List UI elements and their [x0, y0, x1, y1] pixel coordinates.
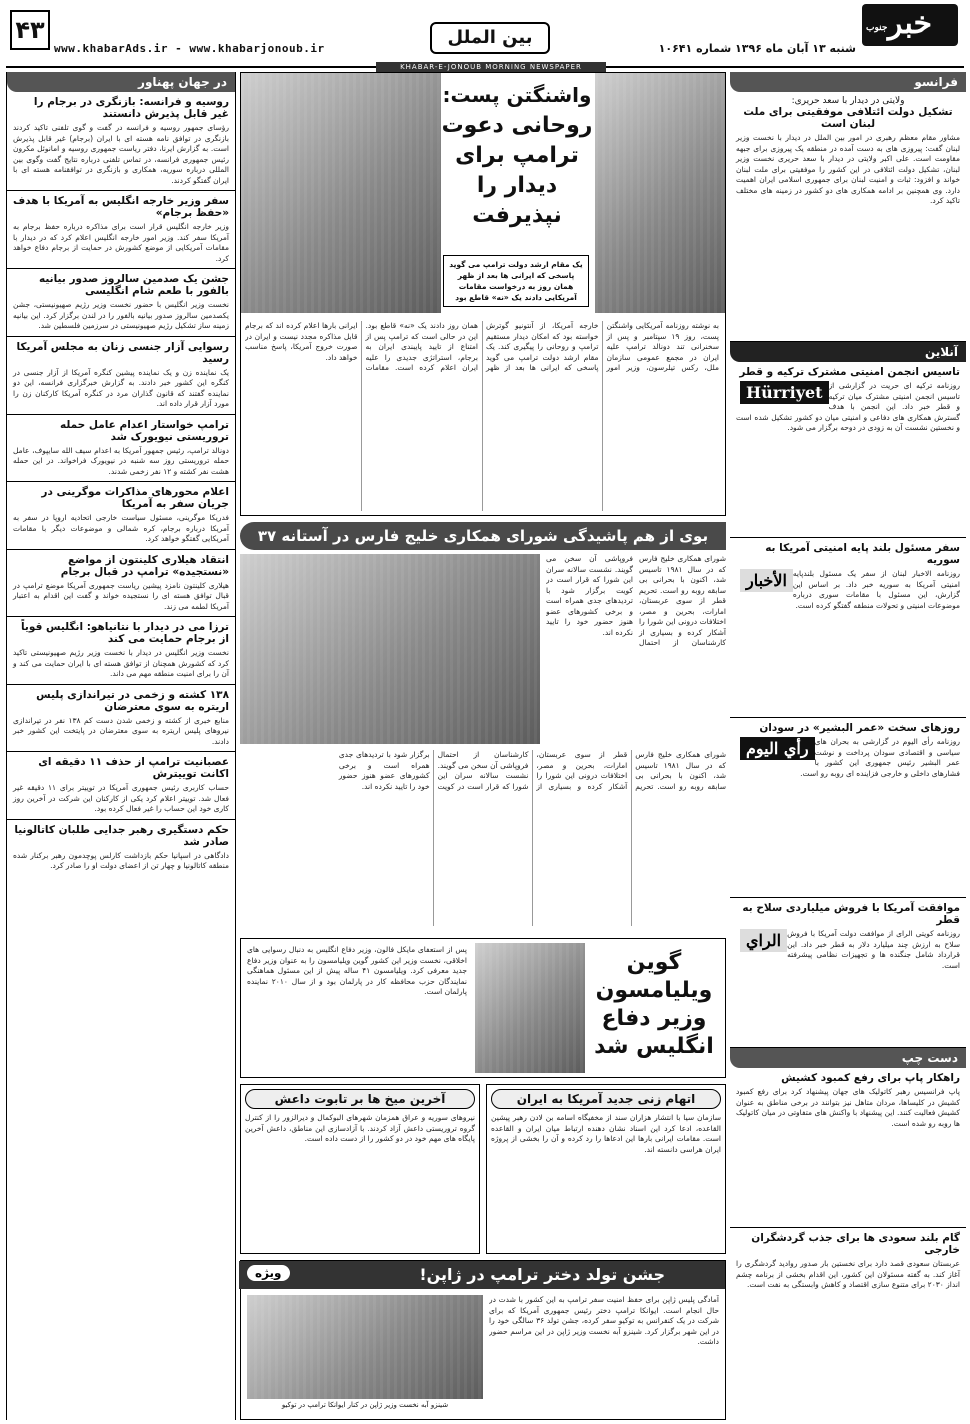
gulf-body-top: شورای همکاری خلیج فارس که در سال ۱۹۸۱ تاسیس شد، اکنون با بحرانی بی سابقه روبه رو است. تحریم قطر از سوی عربستان، امارات، بحرین و مصر، اختلافات درونی این شورا را آشکار کرده و بسیاری از کارشناسان از احتمال فروپاشی آن سخن می گویند. نشست سالانه سران این شورا که قرار است در کویت برگزار شود با تردیدهای جدی همراه است و برخی کشورهای عضو هنوز حضور خود را تایید نکرده اند.: [546, 554, 726, 647]
photo-rouhani-macron: [595, 73, 725, 313]
news-title: روسیه و فرانسه: بازنگری در برجام را غیر قابل پذیرش دانستند: [33, 96, 229, 120]
china-body: پاپ فرانسیس رهبر کاتولیک های جهان پیشنهاد کرد برای رفع کمبود کشیش در کلیساها، مردان متاهل نیز بتوانند در برخی مناطق به عنوان کشیش فعالیت کنند. این پیشنهاد با واکنش های متفاوتی در میان کاتولیک ها روبه رو شده است.: [736, 1087, 960, 1128]
news-item: [7, 685, 235, 753]
section-title: بین الملل: [430, 22, 550, 54]
news-body: دونالد ترامپ، رئیس جمهور آمریکا به اعدام سیف الله سایپوف، عامل حمله تروریستی روز سه شنبه در نیویورک فراخواند. در این حمله هشت نفر کشته و ۱۲ نفر زخمی شدند.: [13, 445, 229, 476]
logo-sub: جنوب: [866, 23, 888, 33]
news-body: فدریکا موگرینی، مسئول سیاست خارجی اتحادیه اروپا در سفر به آمریکا درباره برجام، کره شمالی و موضوعات دیگر با مقامات آمریکایی گفتگو خواهد کرد.: [13, 513, 229, 543]
france-body: مشاور مقام معظم رهبری در امور بین الملل در دیدار با نخست وزیر لبنان گفت: پیروزی های به دست آمده در منطقه یک پیروزی برای جبهه مقاومت است. علی اکبر ولایتی در دیدار با سعد حریری نخست وزیر لبنان، تشکیل دولت ائتلافی در این کشور را موفقیتی برای ملت لبنان خواند و افزود: ثبات و امنیت لبنان برای جمهوری اسلامی ایران اهمیت دارد. وی همچنین بر ادامه همکاری های دو کشور در زمینه های مختلف تاکید کرد.: [736, 133, 960, 205]
japan-headline: جشن تولد دختر ترامپ در ژاپن!: [239, 1261, 725, 1289]
gulf-body-bottom: شورای همکاری خلیج فارس که در سال ۱۹۸۱ تاسیس شد، اکنون با بحرانی بی سابقه روبه رو است. تحریم قطر از سوی عربستان، امارات، بحرین و مصر، اختلافات درونی این شورا را آشکار کرده و بسیاری از کارشناسان از احتمال فروپاشی آن سخن می گویند. نشست سالانه سران این شورا که قرار است در کویت برگزار شود با تردیدهای جدی همراه است و برخی کشورهای عضو هنوز حضور خود را تایید نکرده اند.: [338, 750, 726, 791]
news-item: [7, 92, 235, 191]
news-item: [7, 269, 235, 337]
photo-trump: [241, 73, 441, 313]
japan-photo-caption: شینزو آبه نخست وزیر ژاپن در کنار ایوانکا ترامپ در توکیو: [281, 1401, 449, 1409]
online-title: روزهای سخت «عمر البشیر» در سودان: [759, 722, 960, 734]
news-title: جشن یک صدمین سالروز صدور بیانیه بالفور با طعم شام انگلیسی: [39, 273, 229, 297]
news-item: [7, 550, 235, 618]
logo-text: خبر: [887, 6, 933, 41]
online-body: روزنامه الاخبار لبنان از سفر یک مسئول بلندپایه امنیتی آمریکا به سوریه خبر داد. بر اساس این گزارش، این مسئول با مقامات سوری درباره موضوعات امنیتی و تحولات منطقه گفتگو کرده است.: [792, 569, 960, 610]
right-section-tag-online: آنلاین: [730, 342, 966, 362]
online-item: [730, 718, 966, 898]
news-title: سفر وزیر خارجه انگلیس به آمریکا با هدف «حفظ برجام»: [13, 195, 229, 219]
china-item: [730, 1068, 966, 1228]
online-item: [730, 898, 966, 1048]
box-isis-body: نیروهای سوریه و عراق همزمان شهرهای البوکمال و دیرالزور را از کنترل گروه تروریستی داعش آزاد کردند. با آزادسازی این مناطق، داعش آخرین پایگاه های مهم خود در دو کشور را از دست داده است.: [245, 1113, 475, 1143]
online-item: [730, 538, 966, 718]
news-title: ترامپ خواستار اعدام عامل حمله تروریستی نیویورک شد: [59, 418, 229, 443]
japan-story: [240, 1260, 726, 1420]
gulf-story: [240, 522, 726, 932]
williamson-body: پس از استعفای مایکل فالون، وزیر دفاع انگلیس به دنبال رسوایی های اخلاقی، نخست وزیر این کشور گوین ویلیامسون را به عنوان وزیر دفاع جدید معرفی کرد. ویلیامسون ۴۱ ساله پیش از این مسئول هماهنگی نمایندگان حزب محافظه کار در پارلمان بود و از سال ۲۰۱۰ نماینده پارلمان است.: [247, 945, 467, 996]
japan-tag: ویژه: [247, 1265, 290, 1281]
online-title: موافقت آمریکا با فروش میلیاردی سلاح به قطر: [742, 902, 960, 926]
top-story-headline: روحانی دعوت ترامپ برای دیدار را نپذیرفت: [441, 113, 593, 228]
online-body: روزنامه کویتی الرای از موافقت دولت آمریکا با فروش سلاح به ارزش چند میلیارد دلار به قطر خبر داد. این قرارداد شامل جنگنده ها و تجهیزات نظامی پیشرفته است.: [787, 929, 960, 970]
top-story-body: به نوشته روزنامه آمریکایی واشنگتن پست، روز ۱۹ سپتامبر و پس از سخنرانی تند دونالد ترامپ علیه ایران در مجمع عمومی سازمان ملل، رکس تیلرسون، وزیر امور خارجه آمریکا، از آنتونیو گوترش خواسته بود که امکان دیدار مستقیم ترامپ و روحانی را پیگیری کند. یک مقام ارشد دولت ترامپ می گوید پاسخی که ایرانی ها بعد از ظهر همان روز دادند یک «نه» قاطع بود. این در حالی است که ترامپ پس از امتناع از تایید پایبندی ایران به برجام، استراتژی جدیدی را علیه ایران اعلام کرده است. مقامات ایرانی بارها اعلام کرده اند که برجام قابل مذاکره مجدد نیست و ایران در صورت خروج آمریکا، پاسخ مناسب خواهد داد.: [245, 321, 719, 372]
newspaper-logo-raialyoum: رأي اليوم: [740, 737, 815, 760]
gulf-banner: بوی از هم پاشیدگی شورای همکاری خلیج فارس در آستانه ۳۷: [240, 522, 726, 550]
newspaper-logo-hurriyet: Hürriyet: [740, 381, 829, 404]
news-body: هیلاری کلینتون نامزد پیشین ریاست جمهوری آمریکا موضع ترامپ در قبال توافق هسته ای را نستجیده خواند و گفت این اقدام به اعتبار آمریکا لطمه می زند.: [13, 580, 229, 611]
left-news-list: [7, 92, 235, 876]
news-item: [7, 337, 235, 415]
top-story-subcaption: یک مقام ارشد دولت ترامپ می گوید پاسخی که ایرانی ها بعد از ظهر همان روز به درخواست مقامات آمریکایی دادند یک «نه» قاطع بود: [443, 255, 589, 307]
news-item: [7, 820, 235, 876]
news-title: حکم دستگیری رهبر جدایی طلبان کاتالونیا صادر شد: [14, 823, 229, 848]
news-body: منابع خبری از کشته و زخمی شدن دست کم ۱۳۸ نفر در تیراندازی نیروهای پلیس اریتره به سوی معترضان در پایتخت این کشور خبر دادند.: [13, 715, 229, 746]
france-story: [730, 92, 966, 342]
news-title: عصبانیت ترامپ از حذف ۱۱ دقیقه ای اکانت توییترش: [38, 756, 229, 780]
france-title: تشکیل دولت ائتلافی موفقیتی برای ملت لبنان است: [743, 106, 953, 130]
williamson-headline: گوین ویلیامسون وزیر دفاع انگلیس شد: [594, 950, 714, 1059]
news-title: رسوایی آزار جنسی زنان به مجلس آمریکا رسید: [16, 340, 229, 365]
news-item: [7, 482, 235, 550]
news-title: ۱۳۸ کشته و زخمی در تیراندازی پلیس اریتره به سوی معترضان: [36, 688, 229, 713]
china-body: عربستان سعودی قصد دارد برای نخستین بار صدور روادید گردشگری را آغاز کند. به گفته مسئولان این کشور، این اقدام بخشی از برنامه چشم انداز ۲۰۳۰ برای متنوع سازی اقتصاد و کاهش وابستگی به نفت است.: [736, 1259, 960, 1289]
online-body: روزنامه رأی الیوم در گزارشی به بحران های سیاسی و اقتصادی سودان پرداخت و نوشت عمر البشیر رئیس جمهوری این کشور با فشارهای داخلی و خارجی فزاینده ای روبه رو است.: [800, 737, 960, 778]
news-item: [7, 752, 235, 820]
right-column: [730, 72, 966, 1420]
box-isis: [240, 1084, 480, 1254]
masthead: [6, 4, 964, 71]
china-item: [730, 1228, 966, 1388]
news-title: انتقاد هیلاری کلینتون از مواضع «نستجیده» ترامپ در قبال برجام: [60, 553, 229, 578]
online-item: [730, 362, 966, 538]
box-iran-accusation-title: اتهام زنی جدید آمریکا به ایران: [491, 1089, 721, 1109]
news-body: نخست وزیر انگلیس با حضور نخست وزیر رژیم صهیونیستی، جشن یکصدمین سالروز صدور بیانیه بالفور را در لندن برگزار کرد. این بیانیه زمینه ساز تشکیل رژیم صهیونیستی در سرزمین فلسطین شد.: [13, 300, 229, 330]
newspaper-logo: [862, 4, 958, 46]
top-story: [240, 72, 726, 516]
news-item: [7, 617, 235, 685]
box-iran-accusation: [486, 1084, 726, 1254]
news-body: نخست وزیر انگلیس در دیدار با نخست وزیر رژیم صهیونیستی تاکید کرد که کشورش همچنان از توافق هسته ای با ایران حمایت می کند و آن را برای امنیت منطقه مهم می داند.: [13, 648, 229, 678]
dateline: شنبه ۱۳ آبان ماه ۱۳۹۶ شماره ۱۰۶۴۱: [658, 42, 856, 55]
site-url[interactable]: www.khabarAds.ir - www.khabarjonoub.ir: [54, 42, 325, 55]
news-body: دادگاهی در اسپانیا حکم بازداشت کارلس پوچدمون رهبر برکنار شده منطقه کاتالونیا و چهار تن از اعضای دولت او را صادر کرد.: [13, 850, 229, 870]
right-section-tag-china: دست چپ: [730, 1048, 966, 1068]
top-story-headline-block: [439, 83, 595, 231]
news-item: [7, 191, 235, 269]
news-item: [7, 415, 235, 483]
page-number: ۴۳: [10, 10, 50, 50]
news-body: رؤسای جمهور روسیه و فرانسه در گفت و گوی تلفنی تاکید کردند بازنگری در توافق نامه هسته ای با ایران (برجام) غیر قابل پذیرش است. به گزارش ایرنا، دفتر ریاست جمهوری روسیه و امانوئل مکرون رئیس جمهوری فرانسه، در تماس تلفنی درباره نتایج گفت وگوی بین المللی درباره سوریه، همکاری و بازنگری در توافقنامه هسته ای با ایران گفتگو کردند.: [13, 123, 229, 185]
news-body: حساب کاربری رئیس جمهوری آمریکا در توییتر برای ۱۱ دقیقه غیر فعال شد. توییتر اعلام کرد یکی از کارکنان این شرکت در آخرین روز کاری خود این حساب را غیر فعال کرده بود.: [13, 783, 229, 813]
photo-gcc-leaders: [240, 554, 540, 744]
news-title: ترزا می در دیدار با نتانیاهو: انگلیس قویاً از برجام حمایت می کند: [20, 621, 229, 645]
box-iran-accusation-body: سازمان سیا با انتشار هزاران سند از مخفیگاه اسامه بن لادن رهبر پیشین القاعده، ادعا کرد این اسناد نشان دهنده ارتباط میان ایران و القاعده است. مقامات ایرانی بارها این ادعاها را رد کرده و آن را بخشی از پروژه ایران هراسی دانسته اند.: [491, 1113, 721, 1154]
news-title: اعلام محورهای مذاکرات موگرینی در جریان سفر به آمریکا: [41, 486, 229, 510]
news-body: یک نماینده زن و یک نماینده پیشین کنگره آمریکا از آزار جنسی در کنگره این کشور خبر دادند. به گزارش خبرگزاری فرانسه، این دو نماینده گفتند که قانون گذاران مرد در کنگره آمریکا کارکنان زن را مورد آزار قرار داده اند.: [13, 367, 229, 408]
masthead-strip: KHABAR-E-JONOUB MORNING NEWSPAPER: [376, 62, 606, 72]
china-title: گام بلند سعودی ها برای جذب گردشگران خارجی: [751, 1232, 960, 1256]
left-section-tag: در جهان پهناور: [7, 72, 235, 92]
photo-abe-ivanka: [247, 1295, 483, 1399]
news-body: وزیر خارجه انگلیس قرار است برای مذاکره درباره حفظ برجام به آمریکا سفر کند. وزیر امور خارجه انگلیس اعلام کرد که در دیدار با مقامات آمریکایی از موضع کشورش در حمایت از برجام دفاع خواهد کرد.: [13, 222, 229, 263]
china-title: راهکار پاپ برای رفع کمبود کشیش: [781, 1072, 960, 1084]
japan-body: آمادگی پلیس ژاپن برای حفظ امنیت سفر ترامپ به این کشور با شدت در حال انجام است. ایوانکا ترامپ دختر رئیس جمهوری آمریکا که برای شرکت در یک کنفرانس به توکیو سفر کرده، جشن تولد ۳۶ سالگی خود را در این شهر برگزار کرد. شینزو آبه نخست وزیر ژاپن در این مراسم حضور داشت.: [489, 1295, 719, 1346]
left-column: [6, 72, 236, 1420]
online-title: سفر مسئول بلند پایه امنیتی آمریکا به سوریه: [765, 542, 960, 566]
newspaper-logo-alakhbar: الأخبار: [740, 569, 793, 592]
top-story-kicker: واشنگتن پست:: [442, 83, 592, 107]
newspaper-logo-alrai: الراي: [740, 929, 787, 952]
online-body: روزنامه ترکیه ای حریت در گزارشی از تاسیس انجمن امنیتی مشترک میان ترکیه و قطر خبر داد. این انجمن با هدف گسترش همکاری های دفاعی و امنیتی میان دو کشور تشکیل شده است و نخستین نشست آن به زودی در دوحه برگزار می شود.: [736, 381, 960, 432]
middle-column: [240, 72, 726, 1420]
williamson-story: [240, 938, 726, 1078]
box-isis-title: آخرین میخ ها بر تابوت داعش: [245, 1089, 475, 1109]
online-title: تاسیس انجمن امنیتی مشترک ترکیه و قطر: [739, 366, 960, 378]
photo-williamson: [475, 943, 585, 1073]
right-section-tag-france: فرانسو: [730, 72, 966, 92]
france-kicker: ولایتی در دیدار با سعد حریری:: [791, 96, 905, 106]
